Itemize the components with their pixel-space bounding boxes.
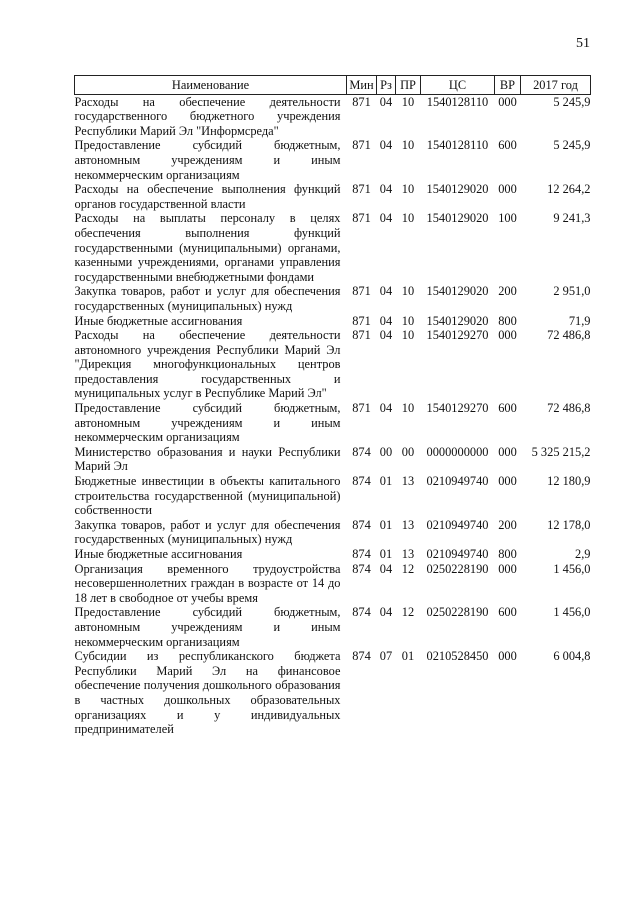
row-amount: 5 245,9 — [553, 94, 591, 109]
page-number: 51 — [576, 36, 590, 51]
row-amount: 5 325 215,2 — [531, 444, 591, 459]
row-amount: 1 456,0 — [553, 605, 591, 620]
table-row — [75, 401, 591, 445]
row-min: 871 — [352, 94, 371, 109]
table-row — [75, 314, 591, 329]
row-min: 871 — [352, 313, 371, 328]
row-name: Расходы на обеспечение деятельности государственного бюджетного учреждения Республики Марий Эл "Информсреда" — [74, 94, 341, 138]
row-vr: 100 — [498, 211, 517, 226]
row-vr: 600 — [498, 605, 517, 620]
row-min: 874 — [352, 649, 371, 664]
table-row — [75, 547, 591, 562]
row-pr: 12 — [401, 561, 415, 576]
row-amount: 9 241,3 — [553, 211, 591, 226]
row-amount: 71,9 — [568, 313, 591, 328]
row-pr: 10 — [401, 94, 415, 109]
row-vr: 800 — [498, 547, 517, 561]
row-rz: 01 — [379, 517, 393, 532]
row-name: Организация временного трудоустройства несовершеннолетних граждан в возрасте от 14 до 18 лет в свободное от учебы время — [74, 561, 341, 605]
table-row — [75, 211, 591, 284]
row-rz: 04 — [379, 401, 393, 416]
row-rz: 04 — [379, 284, 393, 299]
row-rz: 04 — [379, 94, 393, 109]
row-rz: 07 — [379, 649, 393, 664]
header-name: Наименование — [75, 76, 347, 95]
row-name: Расходы на обеспечение деятельности автономного учреждения Республики Марий Эл "Дирекция многофункциональных центров предоставления государственных и муниципальных услуг в Республике Марий Эл" — [74, 328, 341, 401]
row-rz: 04 — [379, 605, 393, 620]
row-pr: 01 — [401, 649, 415, 664]
table-row — [75, 474, 591, 518]
row-name: Субсидии из республиканского бюджета Республики Марий Эл на финансовое обеспечение получения дошкольного образования в частных дошкольных образовательных организациях и у индивидуальных предпринимателей — [74, 649, 341, 737]
row-amount: 72 486,8 — [547, 328, 591, 343]
row-cs: 1540128110 — [426, 138, 489, 153]
row-rz: 04 — [379, 561, 393, 576]
row-vr: 000 — [498, 328, 517, 343]
row-min: 871 — [352, 284, 371, 299]
row-min: 874 — [352, 474, 371, 489]
row-pr: 10 — [401, 138, 415, 153]
row-name: Закупка товаров, работ и услуг для обеспечения государственных (муниципальных) нужд — [74, 284, 341, 313]
header-cs: ЦС — [421, 76, 495, 95]
row-vr: 000 — [498, 474, 517, 489]
row-cs: 0210949740 — [426, 474, 489, 489]
row-amount: 12 178,0 — [547, 517, 591, 532]
row-pr: 13 — [401, 474, 415, 489]
row-rz: 04 — [379, 211, 393, 226]
row-rz: 01 — [379, 547, 393, 561]
row-name: Иные бюджетные ассигнования — [74, 313, 243, 328]
row-vr: 000 — [498, 444, 517, 459]
row-name: Закупка товаров, работ и услуг для обеспечения государственных (муниципальных) нужд — [74, 517, 341, 547]
row-min: 874 — [352, 547, 371, 561]
row-name: Расходы на обеспечение выполнения функций органов государственной власти — [74, 182, 341, 211]
row-rz: 04 — [379, 138, 393, 153]
row-vr: 200 — [498, 517, 517, 532]
row-pr: 10 — [401, 313, 415, 328]
table-row — [75, 605, 591, 649]
row-pr: 13 — [401, 517, 415, 532]
table-row — [75, 328, 591, 401]
row-pr: 10 — [401, 211, 415, 226]
row-cs: 1540129020 — [426, 211, 489, 226]
row-cs: 1540129270 — [426, 328, 489, 343]
budget-table — [74, 75, 591, 737]
row-amount: 6 004,8 — [553, 649, 591, 664]
table-row — [75, 284, 591, 313]
table-row — [75, 649, 591, 737]
row-amount: 12 264,2 — [547, 182, 591, 197]
row-amount: 72 486,8 — [547, 401, 591, 416]
row-min: 874 — [352, 444, 371, 459]
row-cs: 0210949740 — [426, 517, 489, 532]
row-min: 871 — [352, 182, 371, 197]
row-vr: 000 — [498, 561, 517, 576]
row-cs: 0210949740 — [426, 547, 489, 561]
row-min: 874 — [352, 605, 371, 620]
row-min: 871 — [352, 328, 371, 343]
row-vr: 600 — [498, 401, 517, 416]
table-row — [75, 182, 591, 211]
row-vr: 000 — [498, 182, 517, 197]
row-amount: 2 951,0 — [553, 284, 591, 299]
row-vr: 800 — [498, 313, 517, 328]
row-min: 874 — [352, 561, 371, 576]
row-vr: 600 — [498, 138, 517, 153]
row-pr: 10 — [401, 182, 415, 197]
header-pr: ПР — [396, 76, 421, 95]
row-pr: 10 — [401, 401, 415, 416]
row-cs: 1540129020 — [426, 313, 489, 328]
row-amount: 5 245,9 — [553, 138, 591, 153]
row-cs: 0250228190 — [426, 605, 489, 620]
row-amount: 12 180,9 — [547, 474, 591, 489]
header-year: 2017 год — [521, 76, 591, 95]
row-cs: 1540129020 — [426, 284, 489, 299]
table-header-row — [75, 76, 591, 95]
table-row — [75, 562, 591, 606]
table-body — [75, 94, 591, 737]
row-rz: 01 — [379, 474, 393, 489]
row-cs: 1540128110 — [426, 94, 489, 109]
row-rz: 04 — [379, 328, 393, 343]
row-amount: 2,9 — [575, 547, 591, 561]
header-rz: Рз — [377, 76, 396, 95]
table-row — [75, 138, 591, 182]
row-min: 871 — [352, 211, 371, 226]
row-min: 874 — [352, 517, 371, 532]
row-name: Предоставление субсидий бюджетным, автономным учреждениям и иным некоммерческим организациям — [74, 605, 341, 649]
row-min: 871 — [352, 401, 371, 416]
row-vr: 000 — [498, 649, 517, 664]
row-pr: 10 — [401, 328, 415, 343]
row-name: Расходы на выплаты персоналу в целях обеспечения выполнения функций государственными (муниципальными) органами, казенными учреждениями, органами управления государственными внебюджетными фондами — [74, 211, 341, 284]
row-rz: 00 — [379, 444, 393, 459]
row-name: Министерство образования и науки Республики Марий Эл — [74, 444, 341, 474]
row-min: 871 — [352, 138, 371, 153]
header-min: Мин — [347, 76, 377, 95]
row-cs: 1540129020 — [426, 182, 489, 197]
row-pr: 12 — [401, 605, 415, 620]
row-name: Предоставление субсидий бюджетным, автономным учреждениям и иным некоммерческим организациям — [74, 401, 341, 445]
row-cs: 0210528450 — [426, 649, 489, 664]
table-row — [75, 445, 591, 474]
row-rz: 04 — [379, 182, 393, 197]
row-cs: 1540129270 — [426, 401, 489, 416]
row-pr: 10 — [401, 284, 415, 299]
row-pr: 13 — [401, 547, 415, 561]
row-cs: 0250228190 — [426, 561, 489, 576]
row-name: Бюджетные инвестиции в объекты капитального строительства государственной (муниципальной) собственности — [74, 474, 341, 518]
row-rz: 04 — [379, 313, 393, 328]
table-row — [75, 518, 591, 547]
row-name: Предоставление субсидий бюджетным, автономным учреждениям и иным некоммерческим организациям — [74, 138, 341, 182]
row-amount: 1 456,0 — [553, 561, 591, 576]
table-row — [75, 94, 591, 138]
row-name: Иные бюджетные ассигнования — [74, 547, 243, 561]
row-cs: 0000000000 — [426, 444, 489, 459]
row-vr: 200 — [498, 284, 517, 299]
row-pr: 00 — [401, 444, 415, 459]
row-vr: 000 — [498, 94, 517, 109]
header-vr: ВР — [495, 76, 521, 95]
